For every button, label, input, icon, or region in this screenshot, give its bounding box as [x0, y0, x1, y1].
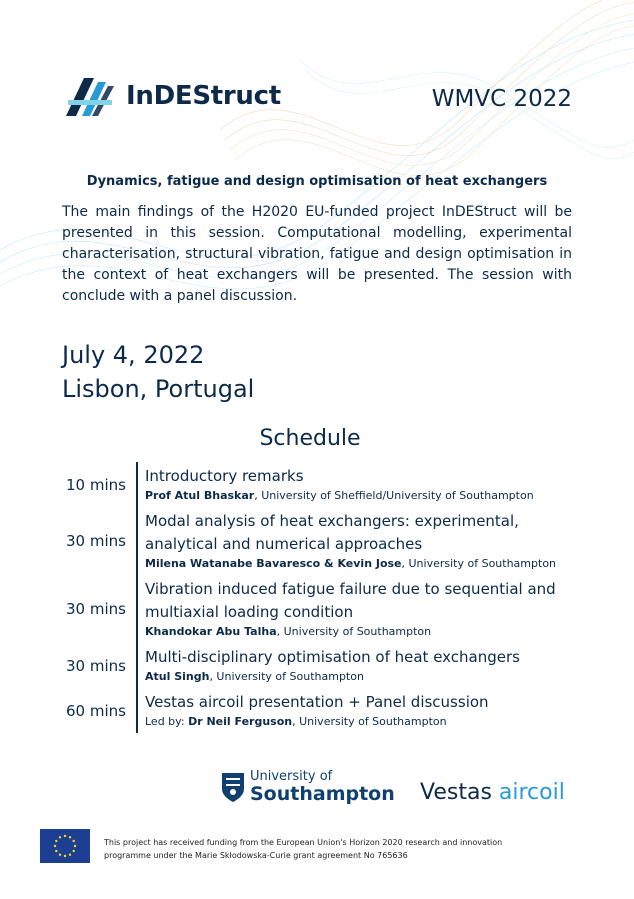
university-name-line2: Southampton [250, 783, 395, 805]
schedule-item-title: Multi-disciplinary optimisation of heat exchangers [145, 648, 520, 666]
eu-flag-icon [40, 829, 90, 863]
schedule-item-speaker: Milena Watanabe Bavaresco & Kevin Jose, University of Southampton [145, 557, 557, 570]
schedule-row [56, 462, 576, 507]
schedule-row [56, 688, 576, 733]
session-description: The main findings of the H2020 EU-funded project InDEStruct will be presented in this session. Computational modelling, experimental characterisation, structural vibration, fatigue and design optimisation in the context of heat exchangers will be presented. The session with conclude with a panel discussion. [62, 204, 572, 304]
schedule-item [136, 462, 576, 507]
schedule-duration: 60 mins [66, 701, 126, 720]
schedule-item-title: Vibration induced fatigue failure due to sequential and multiaxial loading condition [145, 580, 556, 621]
schedule-duration: 30 mins [66, 532, 126, 550]
session-date: July 4, 2022 [62, 341, 205, 369]
university-name-line1: University of [250, 769, 333, 784]
vestas-aircoil-logo [420, 780, 565, 805]
schedule-item-speaker: Atul Singh, University of Southampton [145, 670, 364, 683]
schedule-title: Schedule [259, 426, 361, 451]
schedule-item [136, 507, 576, 575]
schedule-duration: 30 mins [66, 600, 126, 618]
date-location [62, 338, 254, 406]
indestruct-logo [62, 72, 281, 120]
schedule-item [136, 575, 576, 643]
indestruct-logo-icon [62, 72, 118, 120]
schedule-item [136, 688, 576, 733]
funding-note: This project has received funding from the European Union's Horizon 2020 research and innovation programme under the Marie Skłodowska-Curie grant agreement No 765636 [104, 838, 503, 860]
schedule-item-title: Modal analysis of heat exchangers: experimental, analytical and numerical approaches [145, 512, 519, 553]
schedule-list [56, 462, 576, 733]
schedule-item-speaker: Khandokar Abu Talha, University of Southampton [145, 625, 432, 638]
schedule-item-speaker: Prof Atul Bhaskar, University of Sheffield/University of Southampton [145, 489, 534, 502]
schedule-item-title: Vestas aircoil presentation + Panel discussion [145, 693, 489, 711]
schedule-duration: 30 mins [66, 656, 126, 675]
schedule-duration: 10 mins [66, 475, 126, 494]
event-name: WMVC 2022 [431, 86, 572, 112]
session-location: Lisbon, Portugal [62, 375, 255, 403]
schedule-row [56, 643, 576, 688]
aircoil-logo-text: aircoil [498, 780, 565, 805]
schedule-item-speaker: Led by: Dr Neil Ferguson, University of Southampton [145, 715, 447, 728]
logo-text: InDEStruct [126, 81, 281, 111]
schedule-item [136, 643, 576, 688]
schedule-item-title: Introductory remarks [145, 467, 304, 485]
university-crest-icon [220, 771, 246, 803]
schedule-row [56, 575, 576, 643]
university-logo [220, 770, 395, 804]
session-title: Dynamics, fatigue and design optimisation of heat exchangers [86, 174, 548, 189]
vestas-logo-text: Vestas [420, 780, 499, 805]
schedule-row [56, 507, 576, 575]
